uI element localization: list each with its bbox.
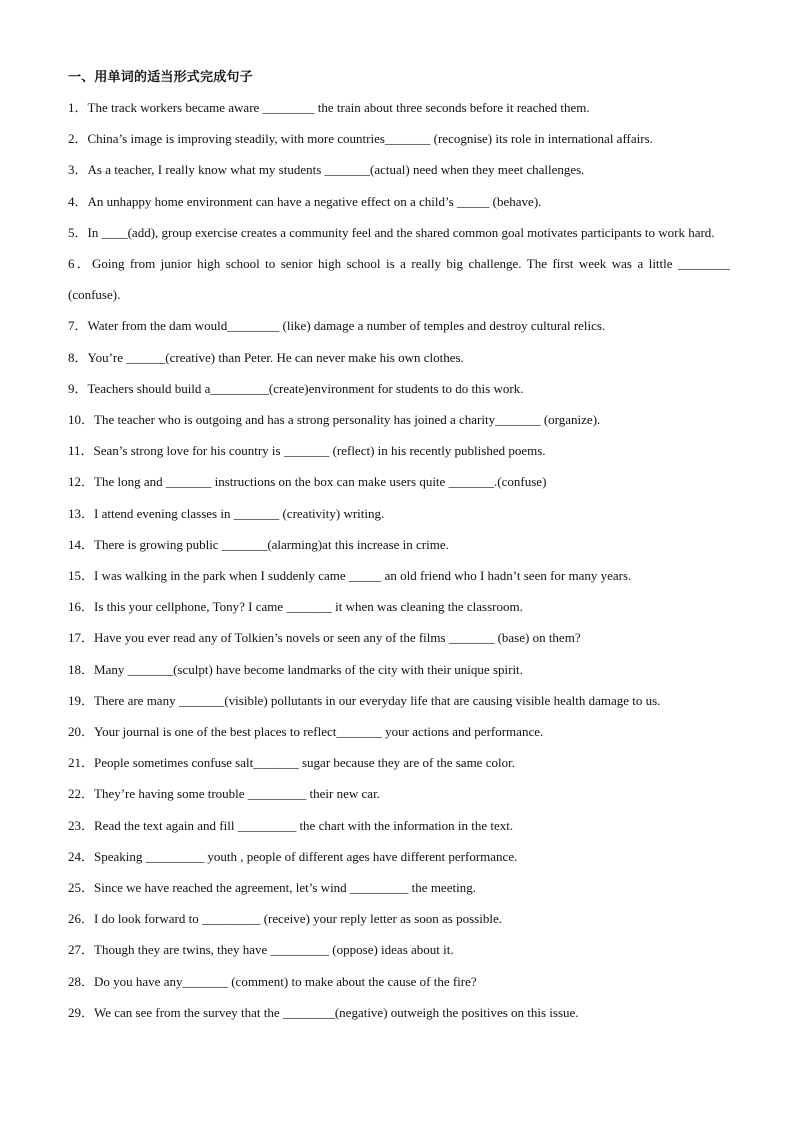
question-number: 15． [68,568,95,584]
question-item [68,747,730,778]
question-text: Teachers should build a_________(create)environment for students to do this work. [87,380,524,396]
question-text: Read the text again and fill _________ the chart with the information in the text. [94,817,514,833]
question-item [68,466,730,497]
question-number: 8． [68,349,88,365]
question-number: 25． [68,880,95,896]
question-number: 12． [68,474,95,490]
question-text: Do you have any_______ (comment) to make about the cause of the fire? [94,973,477,989]
question-item [68,966,730,997]
question-number: 21． [68,755,95,771]
question-number: 18． [68,661,95,677]
question-number: 14． [68,536,95,552]
question-item [68,217,730,248]
question-item [68,529,730,560]
question-number: 3． [68,162,88,178]
section-title: 一、用单词的适当形式完成句子 [68,70,253,85]
question-number: 19． [68,692,95,708]
question-number: 29． [68,1004,95,1020]
question-item [68,560,730,591]
question-text: I attend evening classes in _______ (creativity) writing. [94,505,385,521]
question-item [68,622,730,653]
question-text: Speaking _________ youth , people of different ages have different performance. [94,848,518,864]
question-text: There are many _______(visible) pollutants in our everyday life that are causing visible health damage to us. [94,692,661,708]
question-item [68,435,730,466]
question-item [68,934,730,965]
question-number: 20． [68,724,95,740]
question-item [68,123,730,154]
question-number: 17． [68,630,95,646]
question-number: 2． [68,131,88,147]
question-item [68,841,730,872]
question-text: Sean’s strong love for his country is _______ (reflect) in his recently published poems. [93,443,546,459]
question-text: Water from the dam would________ (like) damage a number of temples and destroy cultural relics. [87,318,606,334]
question-item [68,186,730,217]
question-item [68,716,730,747]
question-text: Many _______(sculpt) have become landmarks of the city with their unique spirit. [94,661,523,677]
question-number: 26． [68,911,95,927]
question-item [68,248,730,310]
question-item [68,810,730,841]
question-number: 22． [68,786,95,802]
question-number: 6． [68,256,92,272]
question-number: 7． [68,318,88,334]
question-item [68,903,730,934]
question-number: 28． [68,973,95,989]
question-list [68,92,730,1028]
question-number: 23． [68,817,95,833]
question-text: In ____(add), group exercise creates a community feel and the shared common goal motivates participants to work hard. [87,224,715,240]
question-text: Since we have reached the agreement, let’s wind _________ the meeting. [94,880,476,896]
question-text: Your journal is one of the best places to reflect_______ your actions and performance. [94,724,544,740]
question-number: 27． [68,942,95,958]
question-text: People sometimes confuse salt_______ sugar because they are of the same color. [94,755,515,771]
question-item [68,591,730,622]
question-number: 16． [68,599,95,615]
question-text: The track workers became aware ________ the train about three seconds before it reached them. [87,100,590,115]
question-item [68,310,730,341]
question-number: 11． [68,443,94,459]
question-text: They’re having some trouble _________ their new car. [94,786,380,802]
question-number: 13． [68,505,95,521]
question-text: Going from junior high school to senior high school is a really big challenge. The first week was a little ________ (confuse). [68,256,730,303]
question-number: 5． [68,224,88,240]
question-text: The long and _______ instructions on the box can make users quite _______.(confuse) [94,474,547,490]
question-text: China’s image is improving steadily, with more countries_______ (recognise) its role in international affairs. [87,131,653,147]
question-text: There is growing public _______(alarming)at this increase in crime. [94,536,449,552]
question-text: Though they are twins, they have _________ (oppose) ideas about it. [94,942,454,958]
question-text: I do look forward to _________ (receive) your reply letter as soon as possible. [94,911,502,927]
question-item [68,404,730,435]
question-item [68,997,730,1028]
question-item [68,654,730,685]
question-number: 1． [68,100,88,115]
question-text: Have you ever read any of Tolkien’s novels or seen any of the films _______ (base) on them? [94,630,581,646]
question-item [68,778,730,809]
question-item [68,685,730,716]
question-text: As a teacher, I really know what my students _______(actual) need when they meet challenges. [87,162,585,178]
question-text: Is this your cellphone, Tony? I came _______ it when was cleaning the classroom. [94,599,523,615]
question-item [68,872,730,903]
question-number: 9． [68,380,88,396]
question-item [68,92,730,123]
question-number: 10． [68,412,95,428]
question-text: You’re ______(creative) than Peter. He can never make his own clothes. [87,349,464,365]
question-text: The teacher who is outgoing and has a strong personality has joined a charity_______ (organize). [94,412,601,428]
question-item [68,498,730,529]
question-text: We can see from the survey that the ________(negative) outweigh the positives on this issue. [94,1004,579,1020]
question-text: An unhappy home environment can have a negative effect on a child’s _____ (behave). [87,193,542,209]
question-item [68,154,730,185]
question-item [68,342,730,373]
question-number: 4． [68,193,88,209]
question-item [68,373,730,404]
question-number: 24． [68,848,95,864]
question-text: I was walking in the park when I suddenly came _____ an old friend who I hadn’t seen for many years. [94,568,632,584]
